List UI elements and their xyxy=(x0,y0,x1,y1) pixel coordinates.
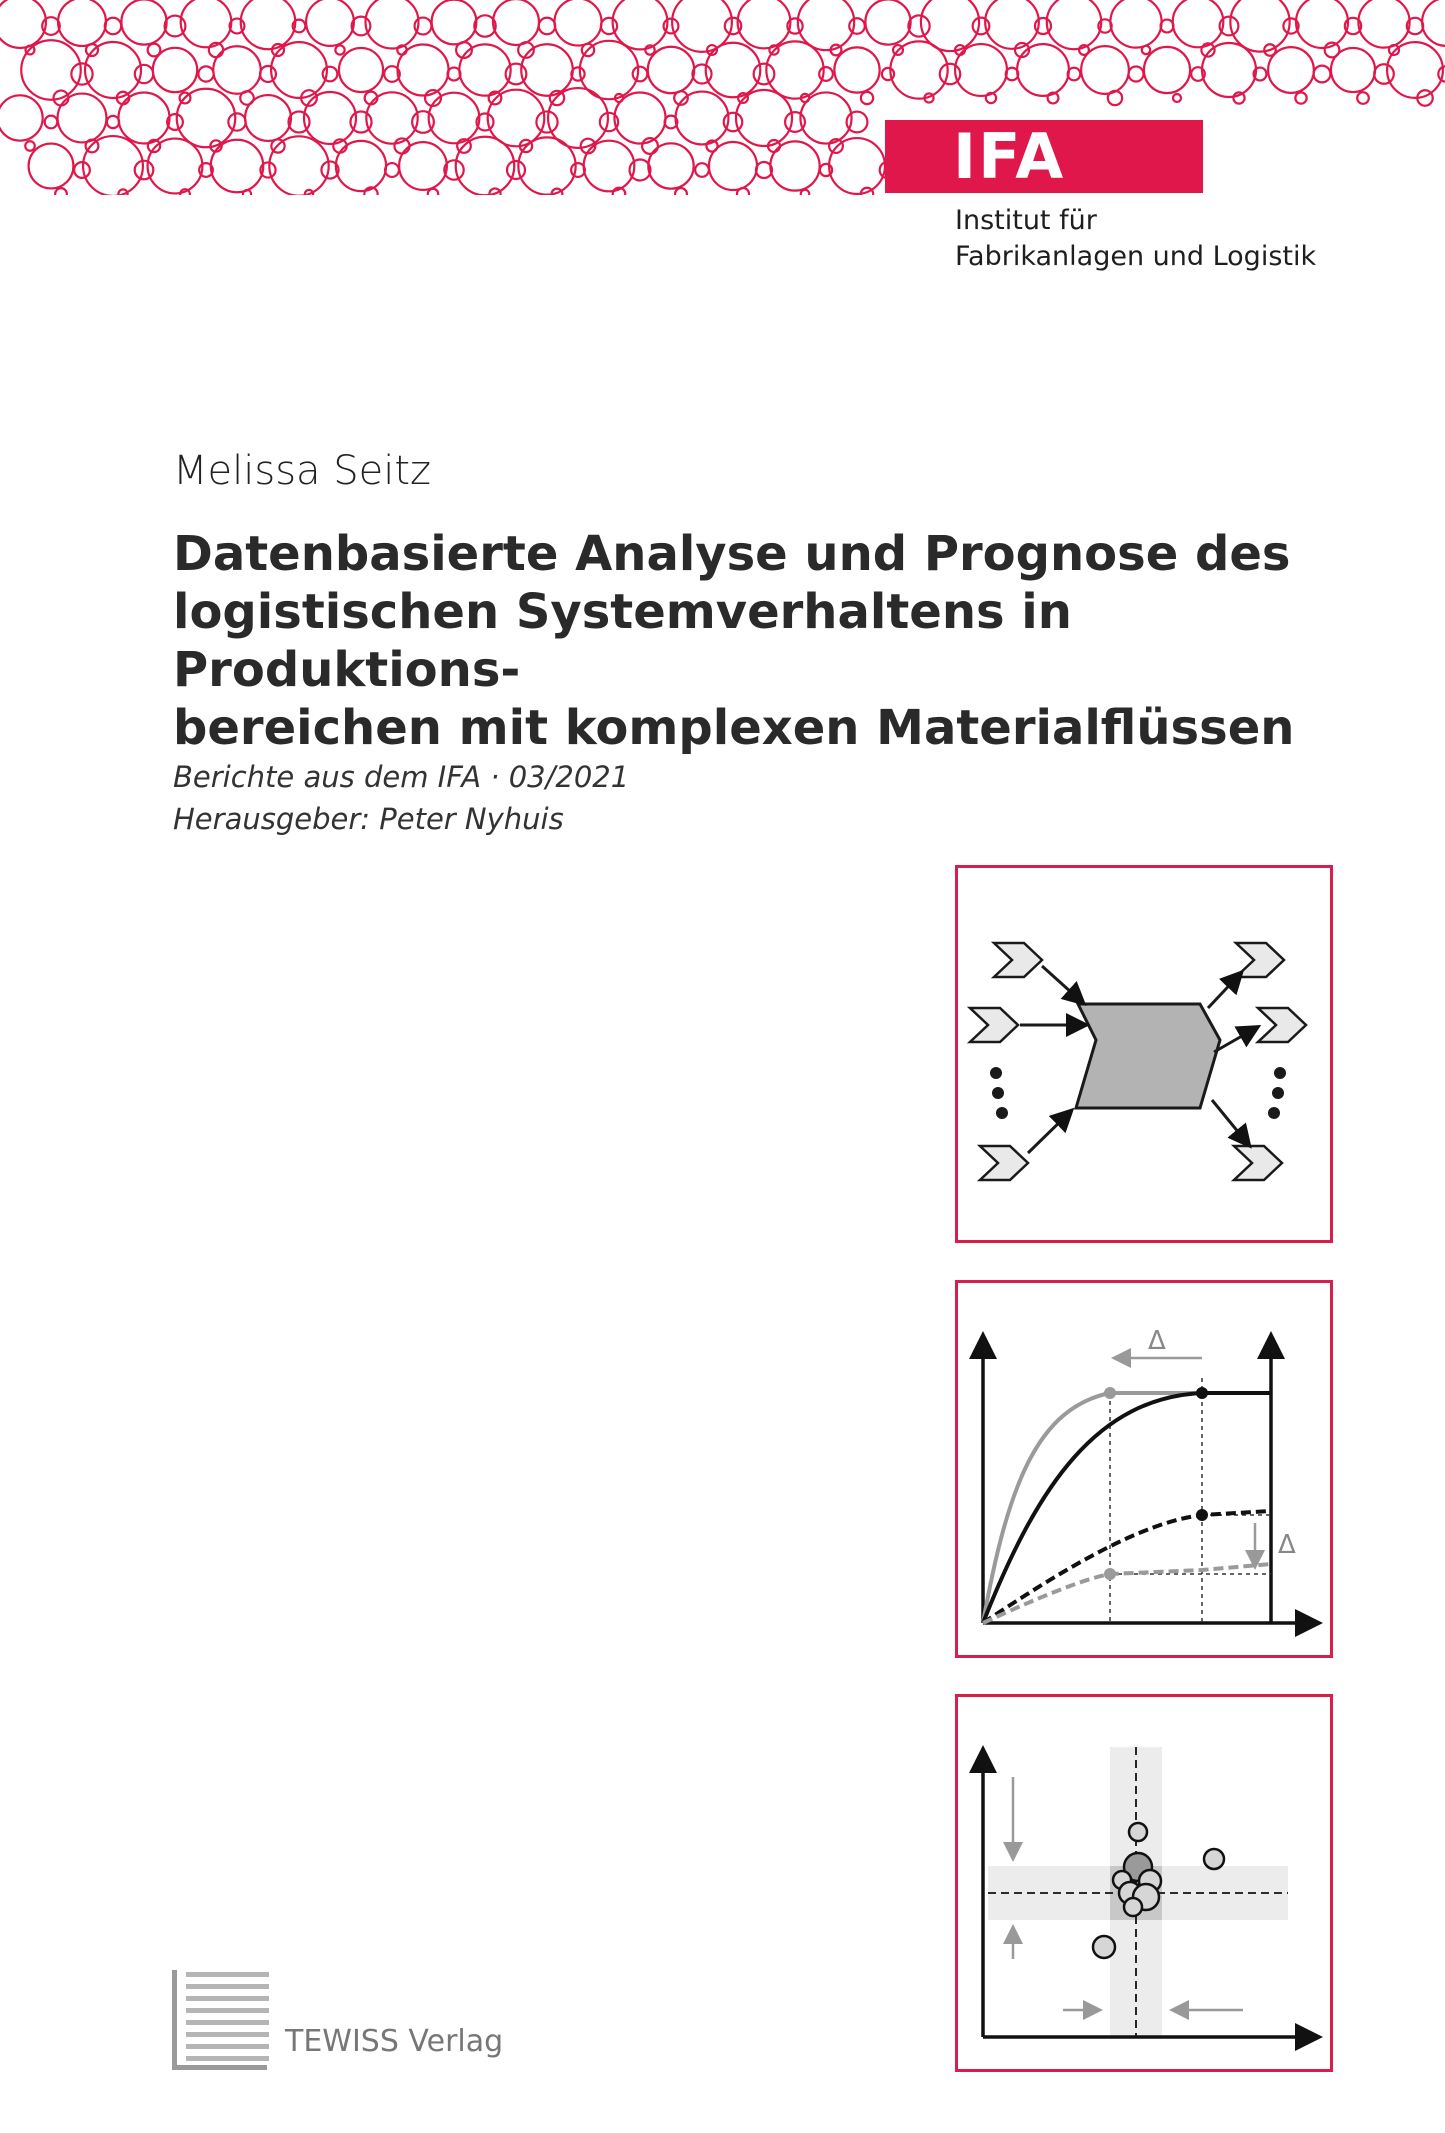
pattern-bubble xyxy=(269,136,328,195)
pattern-bubble xyxy=(385,163,399,177)
pattern-bubble xyxy=(107,116,119,128)
pattern-bubble xyxy=(304,92,356,144)
series-info xyxy=(173,756,629,840)
pattern-bubble xyxy=(890,41,947,98)
pattern-bubble xyxy=(518,137,575,194)
pattern-bubble xyxy=(908,15,929,36)
pattern-bubble xyxy=(736,90,792,146)
pattern-bubble xyxy=(865,0,910,45)
pattern-bubble xyxy=(58,94,107,143)
pattern-bubble xyxy=(105,18,121,34)
pattern-bubble xyxy=(1357,92,1369,104)
pattern-bubble xyxy=(955,44,1007,96)
pattern-bubble xyxy=(801,190,809,195)
pattern-bubble xyxy=(1268,47,1314,93)
pattern-bubble xyxy=(228,113,245,130)
scatter-analysis-icon xyxy=(958,1697,1330,2069)
pattern-bubble xyxy=(664,19,679,34)
pattern-bubble xyxy=(737,188,749,195)
pattern-bubble xyxy=(709,142,757,190)
pattern-bubble xyxy=(83,136,143,195)
pattern-bubble xyxy=(459,44,510,95)
pattern-bubble xyxy=(0,95,43,140)
pattern-bubble xyxy=(648,143,693,188)
pattern-bubble xyxy=(1144,47,1190,93)
pattern-bubble xyxy=(1047,0,1101,49)
pattern-bubble xyxy=(724,113,743,132)
pattern-bubble xyxy=(456,137,515,195)
pattern-bubble xyxy=(849,18,865,34)
pattern-bubble xyxy=(121,0,166,45)
pattern-bubble xyxy=(1296,0,1348,48)
pattern-bubble xyxy=(613,0,668,49)
pattern-bubble xyxy=(118,92,169,143)
pattern-bubble xyxy=(738,0,791,48)
scatter-analysis-panel xyxy=(955,1694,1333,2072)
pattern-bubble xyxy=(148,139,203,194)
title-line-1: Datenbasierte Analyse und Prognose des xyxy=(173,526,1291,582)
pattern-bubble xyxy=(1161,20,1174,33)
pattern-bubble xyxy=(29,144,74,189)
bubble-pattern xyxy=(0,0,1445,195)
editor-line: Herausgeber: Peter Nyhuis xyxy=(173,802,564,836)
pattern-bubble xyxy=(71,63,92,84)
delta-label-vertical: Δ xyxy=(1278,1530,1296,1560)
pattern-bubble xyxy=(554,0,601,46)
pattern-bubble xyxy=(1142,46,1150,54)
book-title xyxy=(173,525,1323,757)
pattern-bubble xyxy=(55,188,67,195)
pattern-bubble xyxy=(336,141,386,191)
pattern-bubble xyxy=(1331,48,1375,92)
pattern-bubble xyxy=(630,160,651,181)
pattern-bubble xyxy=(0,0,46,48)
pattern-bubble xyxy=(272,44,284,56)
pattern-bubble xyxy=(536,111,557,132)
ifa-logo: IFA xyxy=(885,120,1203,193)
characteristic-curves-icon xyxy=(958,1283,1330,1655)
pattern-bubble xyxy=(1422,0,1445,46)
series-line-1: Berichte aus dem IFA · 03/2021 xyxy=(173,760,630,794)
pattern-bubble xyxy=(800,92,851,143)
pattern-bubble xyxy=(985,0,1039,49)
pattern-bubble xyxy=(241,0,296,49)
pattern-bubble xyxy=(245,95,291,141)
pattern-bubble xyxy=(1108,91,1122,105)
material-flow-icon xyxy=(958,868,1330,1240)
pattern-bubble xyxy=(366,92,417,143)
pattern-bubble xyxy=(397,44,448,95)
pattern-bubble xyxy=(85,42,141,98)
pattern-bubble xyxy=(58,0,106,46)
pattern-bubble xyxy=(1173,94,1181,102)
author-name: Melissa Seitz xyxy=(173,448,432,494)
pattern-bubble xyxy=(1314,66,1331,83)
pattern-bubble xyxy=(1374,64,1394,84)
pattern-bubble xyxy=(584,141,635,192)
pattern-bubble xyxy=(539,18,555,34)
pattern-bubble xyxy=(1295,92,1306,103)
pattern-bubble xyxy=(770,141,819,190)
pattern-bubble xyxy=(1358,0,1409,48)
pattern-bubble xyxy=(153,48,197,92)
pattern-bubble xyxy=(1202,43,1256,97)
institute-line-2: Fabrikanlagen und Logistik xyxy=(955,241,1317,272)
publisher-name: TEWISS Verlag xyxy=(285,2024,504,2059)
pattern-bubble xyxy=(493,0,539,45)
pattern-bubble xyxy=(25,141,34,150)
pattern-bubble xyxy=(243,190,251,195)
pattern-bubble xyxy=(648,47,694,93)
pattern-bubble xyxy=(695,163,709,177)
pattern-bubble xyxy=(675,188,687,195)
pattern-bubble xyxy=(766,41,823,98)
pattern-bubble xyxy=(45,116,58,129)
pattern-bubble xyxy=(399,142,447,190)
pattern-bubble xyxy=(335,45,344,54)
pattern-bubble xyxy=(1081,46,1129,94)
pattern-bubble xyxy=(135,65,153,83)
pattern-bubble xyxy=(1017,44,1069,96)
pattern-bubble xyxy=(834,47,879,92)
material-flow-panel xyxy=(955,865,1333,1243)
institute-line-1: Institut für xyxy=(955,205,1097,236)
delta-label-horizontal: Δ xyxy=(1148,1326,1166,1356)
pattern-bubble xyxy=(366,0,419,48)
pattern-bubble xyxy=(432,0,477,44)
pattern-bubble xyxy=(323,67,338,82)
title-line-2: logistischen Systemverhaltens in Produktions- xyxy=(173,584,1072,698)
pattern-bubble xyxy=(521,44,573,96)
pattern-bubble xyxy=(74,162,90,178)
pattern-bubble xyxy=(676,92,729,145)
pattern-bubble xyxy=(1387,42,1443,98)
pattern-bubble xyxy=(861,92,873,104)
institute-name xyxy=(955,203,1316,275)
pattern-bubble xyxy=(754,64,775,85)
pattern-bubble xyxy=(614,92,665,143)
pattern-bubble xyxy=(633,67,648,82)
pattern-bubble xyxy=(706,43,761,98)
pattern-bubble xyxy=(271,42,327,98)
pattern-bubble xyxy=(1129,67,1144,82)
pattern-bubble xyxy=(507,161,525,179)
pattern-bubble xyxy=(847,112,868,133)
pattern-bubble xyxy=(211,140,263,192)
pattern-bubble xyxy=(428,189,438,195)
characteristic-curves-panel xyxy=(955,1280,1333,1658)
title-line-3: bereichen mit komplexen Materialflüssen xyxy=(173,700,1295,756)
pattern-bubble xyxy=(181,0,232,47)
pattern-bubble xyxy=(213,46,260,93)
pattern-bubble xyxy=(819,67,833,81)
pattern-bubble xyxy=(829,138,885,194)
pattern-bubble xyxy=(1173,0,1224,47)
pattern-bubble xyxy=(429,93,480,144)
pattern-bubble xyxy=(177,89,235,147)
pattern-bubble xyxy=(306,0,354,46)
pattern-bubble xyxy=(1110,0,1161,48)
pattern-bubble xyxy=(198,66,213,81)
pattern-bubble xyxy=(339,48,383,92)
